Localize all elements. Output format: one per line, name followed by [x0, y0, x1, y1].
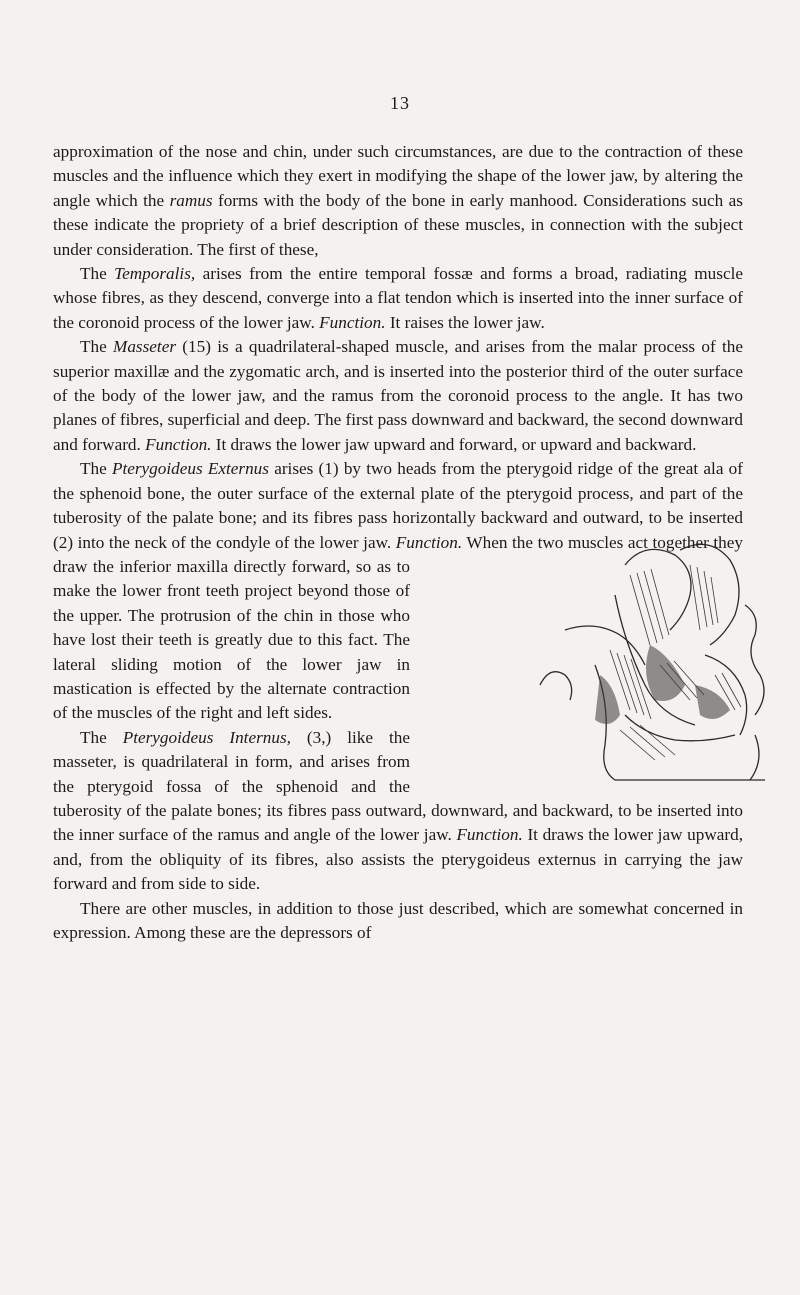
paragraph-pterygoideus-internus: The Pterygoideus Internus, (3,) like the masseter, is quadrilateral in form, and arises from the pterygoid fossa of the sphenoid and the tuberosity of the palate bones; its fibres pass outward, downward, and backward, to be inserted into the inner surface of the ramus and angle of the lower jaw. Function. It draws the lower jaw upward, and, from the obliquity of its fibres, also assists the pterygoideus externus in carrying the jaw forward and from side to side.	[53, 727, 743, 894]
body-text	[53, 140, 743, 945]
paragraph-other-muscles: There are other muscles, in addition to those just described, which are somewhat concerned in expression. Among these are the depressors of	[53, 898, 743, 942]
paragraph-pterygoideus-externus: The Pterygoideus Externus arises (1) by two heads from the pterygoid ridge of the great ala of the sphenoid bone, the outer surface of the external plate of the pterygoid process, and part of the tuberosity of the palate bone; and its fibres pass horizontally backward and outward, to be inserted (2) into the neck of the condyle of the lower jaw. Function. When the two muscles act together they draw the inferior maxilla directly forward, so as to make the lower front teeth project beyond those of the upper. The protrusion of the chin in those who have lost their teeth is greatly due to this fact. The lateral sliding motion of the lower jaw in mastication is effected by the alternate contraction of the muscles of the right and left sides.	[53, 457, 743, 725]
page-number: 13	[390, 93, 410, 113]
paragraph-intro: approximation of the nose and chin, under such circumstances, are due to the contraction of these muscles and the influence which they exert in modifying the shape of the lower jaw, by altering the angle which the ramus forms with the body of the bone in early manhood. Considerations such as these indicate the propriety of a brief description of these muscles, in connection with the subject under consideration. The first of these,	[53, 142, 743, 259]
pterygoid-muscles-illustration	[418, 535, 748, 785]
paragraph-masseter: The Masseter (15) is a quadrilateral-shaped muscle, and arises from the malar process of the superior maxillæ and the zygomatic arch, and is inserted into the posterior third of the outer surface of the body of the lower jaw, and the ramus from the coronoid process to the angle. It has two planes of fibres, superficial and deep. The first pass downward and backward, the second downward and forward. Function. It draws the lower jaw upward and forward, or upward and backward.	[53, 337, 743, 454]
paragraph-temporalis: The Temporalis, arises from the entire temporal fossæ and forms a broad, radiating muscle whose fibres, as they descend, converge into a flat tendon which is inserted into the inner surface of the coronoid process of the lower jaw. Function. It raises the lower jaw.	[53, 264, 743, 332]
